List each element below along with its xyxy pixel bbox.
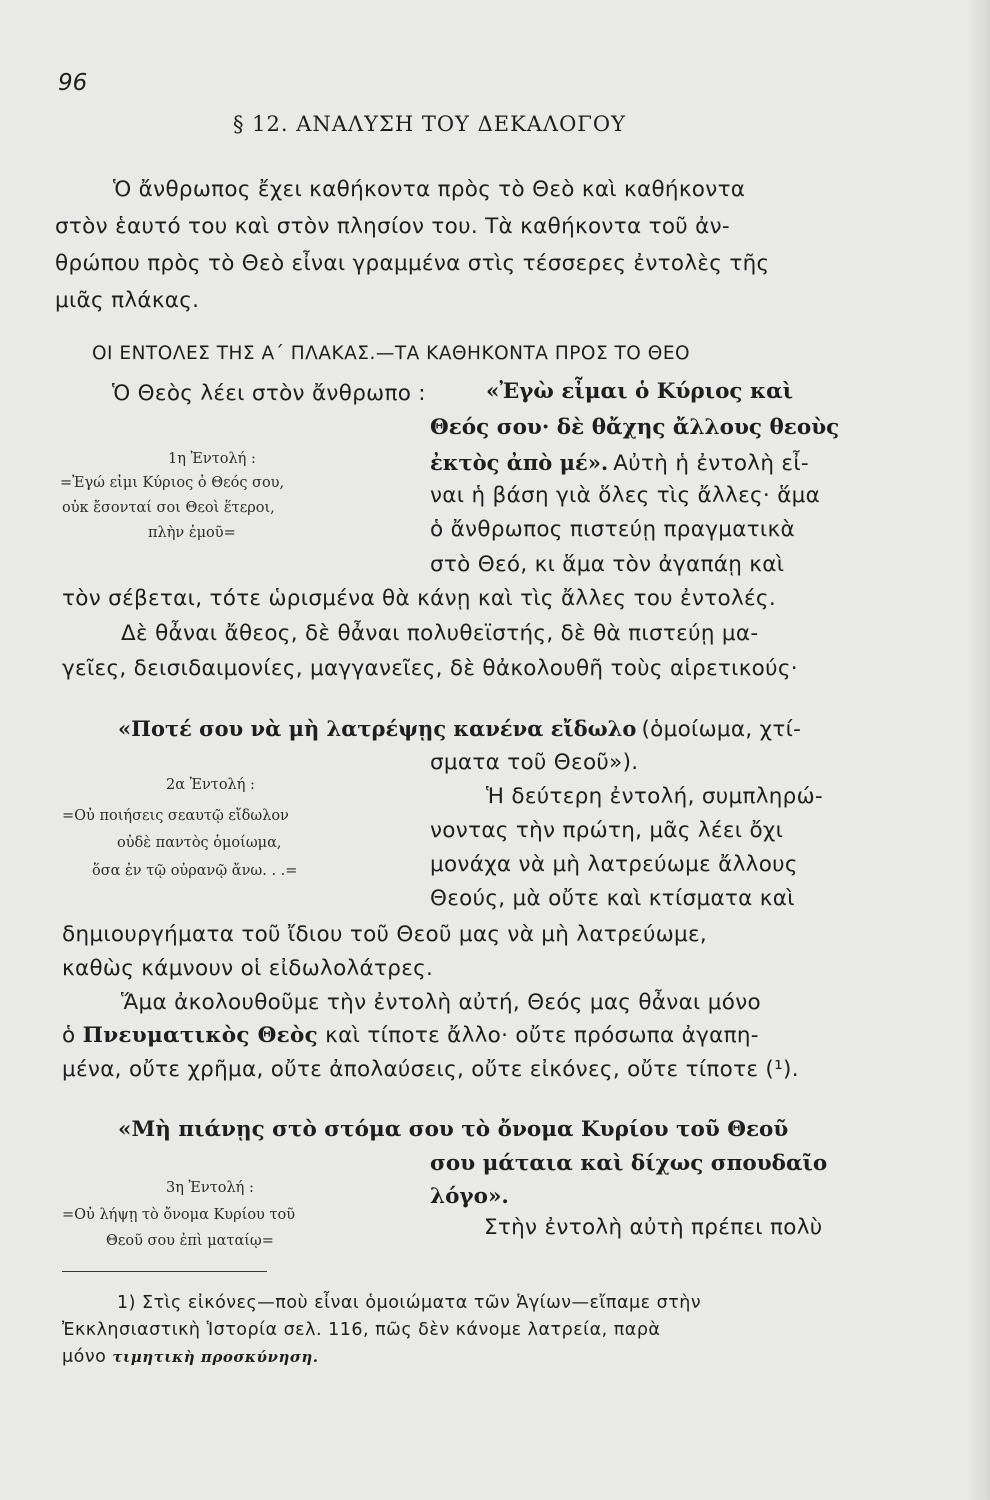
cmd3-quote-3: λόγο».	[430, 1184, 509, 1209]
cmd1-line-5: ὁ ἄνθρωπος πιστεύῃ πραγματικὰ	[430, 517, 795, 542]
cmd1-full-line-1: τὸν σέβεται, τότε ὡρισμένα θὰ κάνῃ καὶ τὶς ἄλλες του ἐντολές.	[62, 586, 776, 611]
cmd1-quote-3: ἐκτὸς ἀπὸ μέ».	[430, 450, 609, 475]
cmd2-margin-line-2: οὐδὲ παντὸς ὁμοίωμα,	[117, 835, 282, 851]
cmd1-margin-title: 1η Ἐντολή :	[168, 451, 256, 467]
cmd1-full-line-2: Δὲ θἆναι ἄθεος, δὲ θἆναι πολυθεϊστής, δὲ θὰ πιστεύῃ μα-	[121, 621, 759, 646]
cmd1-line-4: ναι ἡ βάση γιὰ ὅλες τὶς ἄλλες· ἅμα	[430, 483, 821, 508]
cmd2-line-4: νοντας τὴν πρώτη, μᾶς λέει ὄχι	[430, 818, 784, 843]
cmd1-quote-1: «Ἐγὼ εἶμαι ὁ Κύριος καὶ	[486, 379, 794, 404]
footnote-line-1: 1) Στὶς εἰκόνες—ποὺ εἶναι ὁμοιώματα τῶν Ἁγίων—εἴπαμε στὴν	[117, 1293, 702, 1313]
cmd2-spirit-bold: Πνευματικὸς Θεὸς	[82, 1023, 319, 1048]
cmd3-margin-line-2: Θεοῦ σου ἐπὶ ματαίῳ=	[106, 1233, 274, 1249]
cmd1-margin-line-2: οὐκ ἔσονταί σοι Θεοὶ ἕτεροι,	[62, 500, 275, 516]
cmd2-margin-title: 2α Ἐντολή :	[166, 777, 255, 793]
cmd1-full-line-3: γεῖες, δεισιδαιμονίες, μαγγανεῖες, δὲ θἀκολουθῆ τοὺς αἱρετικούς·	[62, 656, 798, 681]
cmd2-line-2: σματα τοῦ Θεοῦ»).	[430, 750, 639, 775]
cmd3-quote-1: «Μὴ πιάνῃς στὸ στόμα σου τὸ ὄνομα Κυρίου τοῦ Θεοῦ	[118, 1117, 789, 1142]
cmd2-line-3: Ἡ δεύτερη ἐντολή, συμπληρώ-	[486, 784, 823, 809]
cmd3-margin-title: 3η Ἐντολή :	[166, 1180, 254, 1196]
cmd1-line-6: στὸ Θεό, κι ἅμα τὸν ἀγαπάῃ καὶ	[430, 552, 785, 577]
tablet-heading: ΟΙ ΕΝΤΟΛΕΣ ΤΗΣ Α΄ ΠΛΑΚΑΣ.—ΤΑ ΚΑΘΗΚΟΝΤΑ ΠΡΟΣ ΤΟ ΘΕΟ	[92, 343, 691, 364]
footnote-rule	[62, 1271, 267, 1272]
cmd2-spirit-pre: ὁ	[62, 1023, 76, 1048]
intro-line-3: θρώπου πρὸς τὸ Θεὸ εἶναι γραμμένα στὶς τέσσερες ἐντολὲς τῆς	[55, 251, 770, 276]
cmd1-after-3: Αὐτὴ ἡ ἐντολὴ εἶ-	[613, 451, 809, 476]
cmd2-full-line-2: καθὼς κάμνουν οἱ εἰδωλολάτρες.	[62, 956, 434, 981]
cmd2-quote-line	[118, 716, 801, 742]
page-number: 96	[58, 70, 88, 96]
cmd2-line-6: Θεούς, μὰ οὔτε καὶ κτίσματα καὶ	[430, 886, 795, 911]
cmd2-quote-tail: (ὁμοίωμα, χτί-	[641, 717, 802, 742]
cmd1-margin-line-3: πλὴν ἐμοῦ=	[148, 525, 236, 541]
cmd3-line-4: Στὴν ἐντολὴ αὐτὴ πρέπει πολὺ	[484, 1215, 823, 1240]
cmd2-full-line-3: Ἅμα ἀκολουθοῦμε τὴν ἐντολὴ αὐτή, Θεός μας θἆναι μόνο	[121, 990, 761, 1015]
intro-line-4: μιᾶς πλάκας.	[55, 288, 200, 313]
cmd3-margin-line-1: =Οὐ λήψῃ τὸ ὄνομα Κυρίου τοῦ	[62, 1207, 296, 1223]
cmd2-quote: «Ποτέ σου νὰ μὴ λατρέψῃς κανένα εἴδωλο	[118, 716, 637, 741]
cmd2-margin-line-3: ὅσα ἐν τῷ οὐρανῷ ἄνω. . .=	[92, 863, 298, 879]
section-title: § 12. ΑΝΑΛΥΣΗ ΤΟΥ ΔΕΚΑΛΟΓΟΥ	[233, 112, 626, 136]
footnote-line-3-italic: τιμητικὴ προσκύνηση.	[112, 1348, 319, 1366]
intro-line-1: Ὁ ἄνθρωπος ἔχει καθήκοντα πρὸς τὸ Θεὸ καὶ καθήκοντα	[113, 177, 746, 202]
cmd1-margin-line-1: =Ἐγώ εἰμι Κύριος ὁ Θεός σου,	[60, 475, 285, 491]
cmd1-quote-2: Θεός σου· δὲ θἄχης ἄλλους θεοὺς	[430, 415, 840, 440]
footnote-line-3	[62, 1347, 319, 1367]
cmd1-lead: Ὁ Θεὸς λέει στὸν ἄνθρωπο :	[112, 381, 426, 406]
cmd2-full-line-1: δημιουργήματα τοῦ ἴδιου τοῦ Θεοῦ μας νὰ μὴ λατρεύωμε,	[62, 922, 708, 947]
cmd2-margin-line-1: =Οὐ ποιήσεις σεαυτῷ εἴδωλον	[62, 808, 289, 824]
cmd2-last-line: μένα, οὔτε χρῆμα, οὔτε ἀπολαύσεις, οὔτε εἰκόνες, οὔτε τίποτε (¹).	[62, 1057, 799, 1082]
cmd2-line-5: μονάχα νὰ μὴ λατρεύωμε ἄλλους	[430, 852, 798, 877]
intro-line-2: στὸν ἑαυτό του καὶ στὸν πλησίον του. Τὰ καθήκοντα τοῦ ἀν-	[55, 214, 730, 239]
cmd2-spirit-post: καὶ τίποτε ἄλλο· οὔτε πρόσωπα ἀγαπη-	[325, 1023, 759, 1048]
cmd2-spirit-line	[62, 1023, 759, 1048]
footnote-line-2: Ἐκκλησιαστικὴ Ἱστορία σελ. 116, πῶς δὲν κάνομε λατρεία, παρὰ	[62, 1320, 661, 1340]
page-edge-shadow	[968, 0, 990, 1500]
cmd1-line-3	[430, 450, 809, 476]
footnote-line-3-pre: μόνο	[62, 1347, 107, 1367]
cmd3-quote-2: σου μάταια καὶ δίχως σπουδαῖο	[430, 1151, 828, 1176]
